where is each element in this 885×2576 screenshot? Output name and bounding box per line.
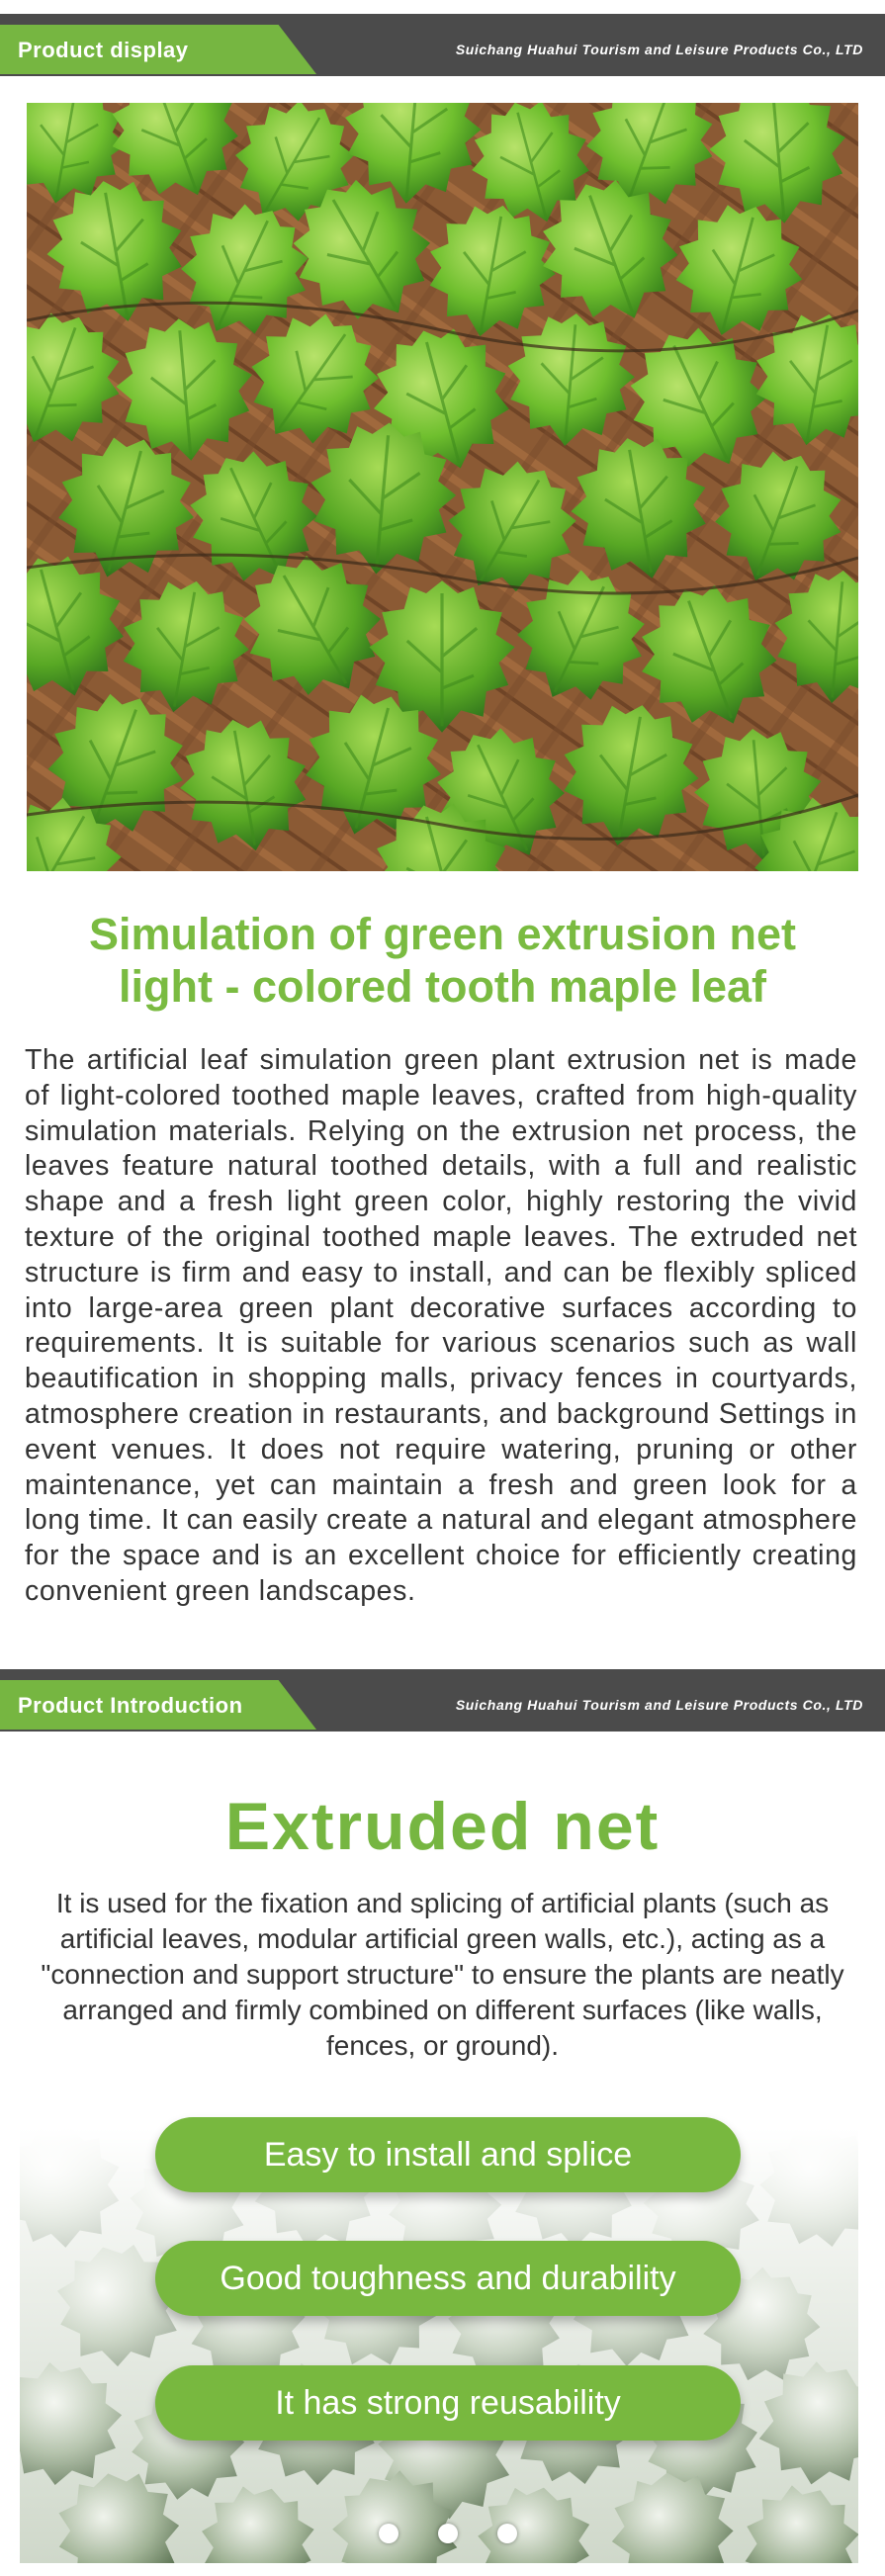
feature-background-photo <box>20 2128 858 2563</box>
product-title <box>0 908 885 1013</box>
carousel-dot[interactable] <box>497 2524 517 2543</box>
product-display-banner <box>0 14 885 76</box>
product-description: The artificial leaf simulation green plant extrusion net is made of light-colored toothed maple leaves, crafted from high-quality simulation materials. Relying on the extrusion net process, the leaves feature natural toothed details, with a full and realistic shape and a fresh light green color, highly restoring the vivid texture of the original toothed maple leaves. The extruded net structure is firm and easy to install, and can be flexibly spliced into large-area green plant decorative surfaces according to requirements. It is suitable for various scenarios such as wall beautification in shopping malls, privacy fences in courtyards, atmosphere creation in restaurants, and background Settings in event venues. It does not require watering, pruning or other maintenance, yet can maintain a fresh and green look for a long time. It can easily create a natural and elegant atmosphere for the space and is an excellent choice for efficiently creating convenient green landscapes. <box>25 1044 857 1607</box>
feature-durability: Good toughness and durability <box>155 2241 741 2316</box>
section-heading: Extruded net <box>224 1789 661 1864</box>
section-description: It is used for the fixation and splicing of artificial plants (such as artificial leaves, modular artificial green walls, etc.), acting as a "connection and support structure" to ensure the plants are neatly arranged and firmly combined on different surfaces (like walls, fences, or ground). <box>41 1888 844 2061</box>
feature-easy-install: Easy to install and splice <box>155 2117 741 2192</box>
company-name: Suichang Huahui Tourism and Leisure Products Co., LTD <box>455 1697 863 1713</box>
product-photo <box>27 103 858 871</box>
company-name: Suichang Huahui Tourism and Leisure Products Co., LTD <box>455 42 863 57</box>
carousel-dot[interactable] <box>438 2524 458 2543</box>
carousel-dot[interactable] <box>379 2524 398 2543</box>
banner-label: Product Introduction <box>18 1693 243 1718</box>
banner-label: Product display <box>18 38 189 62</box>
product-introduction-banner <box>0 1669 885 1732</box>
product-title-line-1: Simulation of green extrusion net <box>88 909 797 959</box>
feature-reusability: It has strong reusability <box>155 2365 741 2441</box>
product-title-line-2: light - colored tooth maple leaf <box>118 961 767 1012</box>
